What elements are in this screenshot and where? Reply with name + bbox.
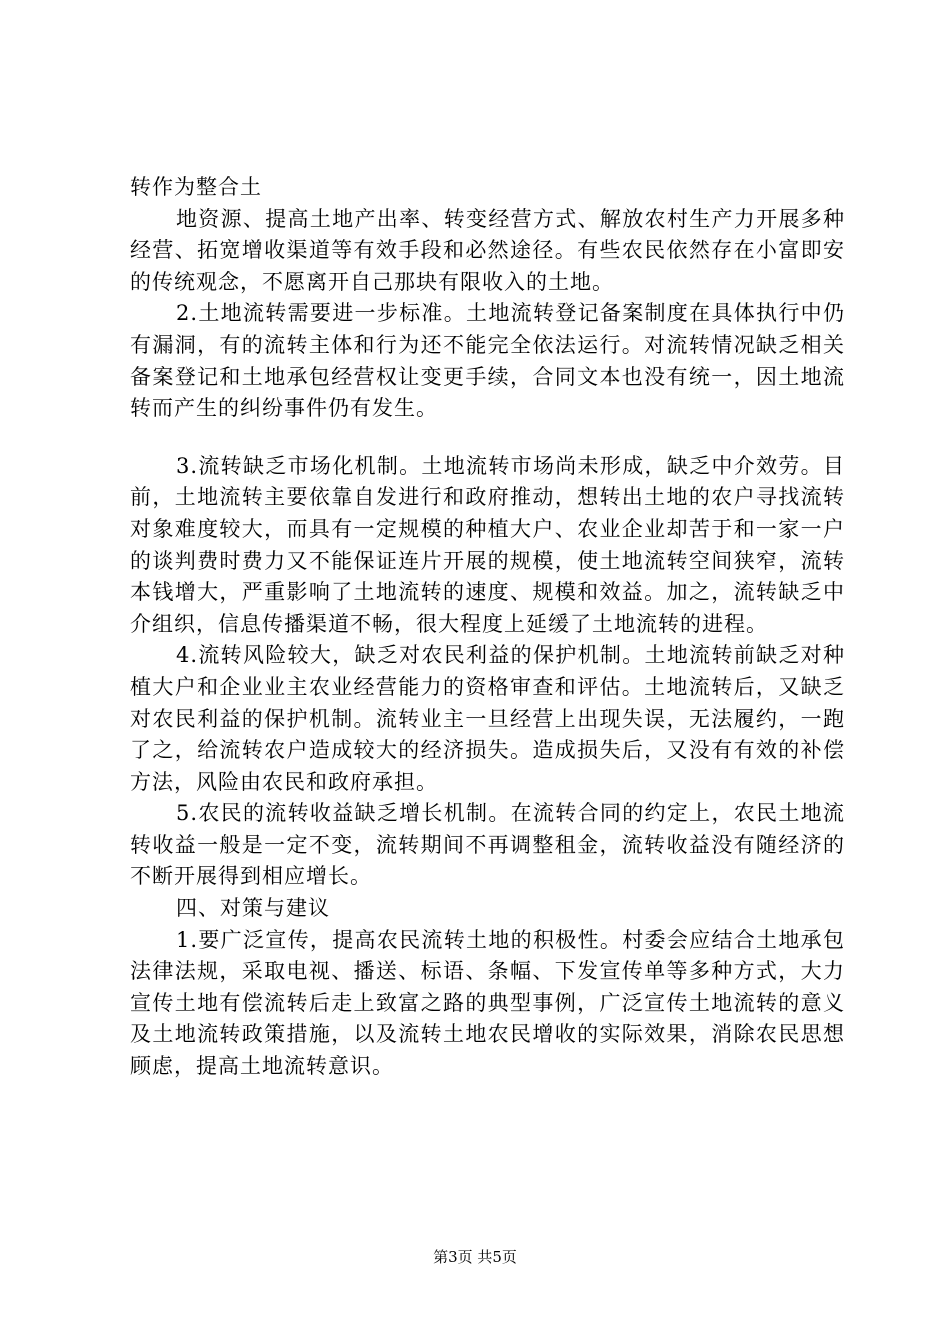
- section-heading: 四、对策与建议: [176, 896, 330, 921]
- paragraph-item-4: 4.流转风险较大，缺乏对农民利益的保护机制。土地流转前缺乏对种植大户和企业业主农业经营能力的资格审查和评估。土地流转后，又缺乏对农民利益的保护机制。流转业主一旦经营上出现失误，无法履约，一跑了之，给流转农户造成较大的经济损失。造成损失后，又没有有效的补偿方法，风险由农民和政府承担。: [130, 643, 845, 794]
- paragraph-land-resources: 地资源、提高土地产出率、转变经营方式、解放农村生产力开展多种经营、拓宽增收渠道等有效手段和必然途径。有些农民依然存在小富即安的传统观念，不愿离开自己那块有限收入的土地。: [130, 206, 845, 294]
- paragraph-item-5: 5.农民的流转收益缺乏增长机制。在流转合同的约定上，农民土地流转收益一般是一定不变，流转期间不再调整租金，流转收益没有随经济的不断开展得到相应增长。: [130, 801, 845, 889]
- paragraph-fragment: 转作为整合土: [130, 175, 262, 199]
- page-footer: 第3页 共5页: [433, 1248, 517, 1266]
- document-body: [130, 172, 845, 1083]
- paragraph-recommendation-1: 1.要广泛宣传，提高农民流转土地的积极性。村委会应结合土地承包法律法规，采取电视、播送、标语、条幅、下发宣传单等多种方式，大力宣传土地有偿流转后走上致富之路的典型事例，广泛宣传土地流转的意义及土地流转政策措施，以及流转土地农民增收的实际效果，消除农民思想顾虑，提高土地流转意识。: [130, 927, 845, 1079]
- paragraph-item-2: 2.土地流转需要进一步标准。土地流转登记备案制度在具体执行中仍有漏洞，有的流转主体和行为还不能完全依法运行。对流转情况缺乏相关备案登记和土地承包经营权让变更手续，合同文本也没有统一，因土地流转而产生的纠纷事件仍有发生。: [130, 301, 845, 421]
- paragraph-item-3: 3.流转缺乏市场化机制。土地流转市场尚未形成，缺乏中介效劳。目前，土地流转主要依靠自发进行和政府推动，想转出土地的农户寻找流转对象难度较大，而具有一定规模的种植大户、农业企业却苦于和一家一户的谈判费时费力又不能保证连片开展的规模，使土地流转空间狭窄，流转本钱增大，严重影响了土地流转的速度、规模和效益。加之，流转缺乏中介组织，信息传播渠道不畅，很大程度上延缓了土地流转的进程。: [130, 453, 845, 636]
